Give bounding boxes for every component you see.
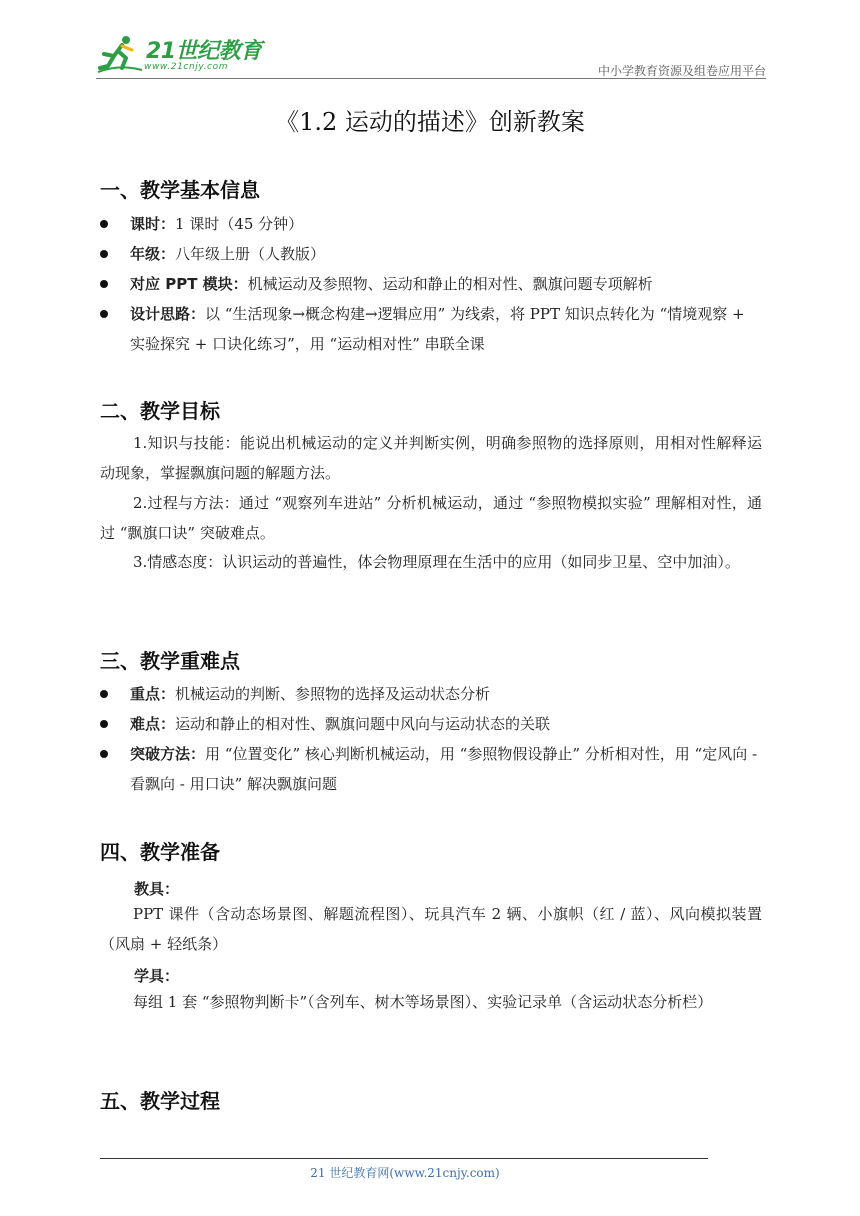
objective-paragraph: 2.过程与方法：通过 “观察列车进站” 分析机械运动，通过 “参照物模拟实验” 理解相对性，通过 “飘旗口诀” 突破难点。 [100, 494, 762, 542]
student-tools-label: 学具： [134, 967, 180, 985]
list-item [100, 739, 762, 799]
footer-divider [100, 1158, 708, 1159]
list-item [100, 209, 762, 239]
item-label: 课时： [130, 215, 176, 233]
key-points-list [100, 679, 762, 799]
objective-paragraph: 1.知识与技能：能说出机械运动的定义并判断实例，明确参照物的选择原则，用相对性解释运动现象，掌握飘旗问题的解题方法。 [100, 434, 762, 482]
section-heading-basic-info: 一、教学基本信息 [100, 178, 260, 202]
bullet-icon [100, 250, 108, 258]
item-text: 以 “生活现象→概念构建→逻辑应用” 为线索，将 PPT 知识点转化为 “情境观察 + 实验探究 + 口诀化练习”，用 “运动相对性” 串联全课 [130, 305, 745, 353]
list-item [100, 679, 762, 709]
basic-info-list [100, 209, 762, 359]
item-text: 机械运动的判断、参照物的选择及运动状态分析 [175, 685, 491, 703]
platform-tagline: 中小学教育资源及组卷应用平台 [597, 64, 766, 78]
bullet-icon [100, 750, 108, 758]
section-heading-objectives: 二、教学目标 [100, 399, 220, 423]
bullet-icon [100, 690, 108, 698]
teacher-tools-text: PPT 课件（含动态场景图、解题流程图）、玩具汽车 2 辆、小旗帜（红 / 蓝）、风向模拟装置（风扇 + 轻纸条） [100, 905, 762, 953]
list-item [100, 299, 762, 359]
page-header [96, 30, 766, 82]
teacher-tools-label: 教具： [134, 880, 180, 898]
section-heading-process: 五、教学过程 [100, 1089, 220, 1113]
list-item [100, 269, 762, 299]
logo [96, 30, 296, 78]
item-label: 重点： [130, 685, 176, 703]
document-title: 《1.2 运动的描述》创新教案 [275, 108, 585, 136]
bullet-icon [100, 280, 108, 288]
item-text: 用 “位置变化” 核心判断机械运动，用 “参照物假设静止” 分析相对性，用 “定风向 - 看飘向 - 用口诀” 解决飘旗问题 [130, 745, 758, 793]
section-heading-preparation: 四、教学准备 [100, 840, 220, 864]
objective-paragraph: 3.情感态度：认识运动的普遍性，体会物理原理在生活中的应用（如同步卫星、空中加油）。 [133, 553, 740, 571]
item-label: 突破方法： [130, 745, 206, 763]
logo-text: 21世纪教育 [146, 39, 262, 64]
bullet-icon [100, 310, 108, 318]
item-text: 八年级上册（人教版） [175, 245, 326, 263]
item-label: 设计思路： [130, 305, 206, 323]
item-text: 运动和静止的相对性、飘旗问题中风向与运动状态的关联 [175, 715, 551, 733]
footer-link[interactable]: 21 世纪教育网(www.21cnjy.com) [310, 1166, 500, 1180]
item-text: 机械运动及参照物、运动和静止的相对性、飘旗问题专项解析 [247, 275, 653, 293]
item-text: 1 课时（45 分钟） [175, 215, 304, 233]
list-item [100, 239, 762, 269]
list-item [100, 709, 762, 739]
item-label: 对应 PPT 模块： [130, 275, 248, 293]
bullet-icon [100, 220, 108, 228]
bullet-icon [100, 720, 108, 728]
runner-logo-icon [96, 34, 144, 74]
student-tools-text: 每组 1 套 “参照物判断卡”（含列车、树木等场景图）、实验记录单（含运动状态分析栏） [133, 993, 713, 1011]
header-divider [96, 78, 766, 79]
item-label: 难点： [130, 715, 176, 733]
item-label: 年级： [130, 245, 176, 263]
section-heading-key-points: 三、教学重难点 [100, 649, 240, 673]
logo-url: www.21cnjy.com [144, 62, 229, 72]
